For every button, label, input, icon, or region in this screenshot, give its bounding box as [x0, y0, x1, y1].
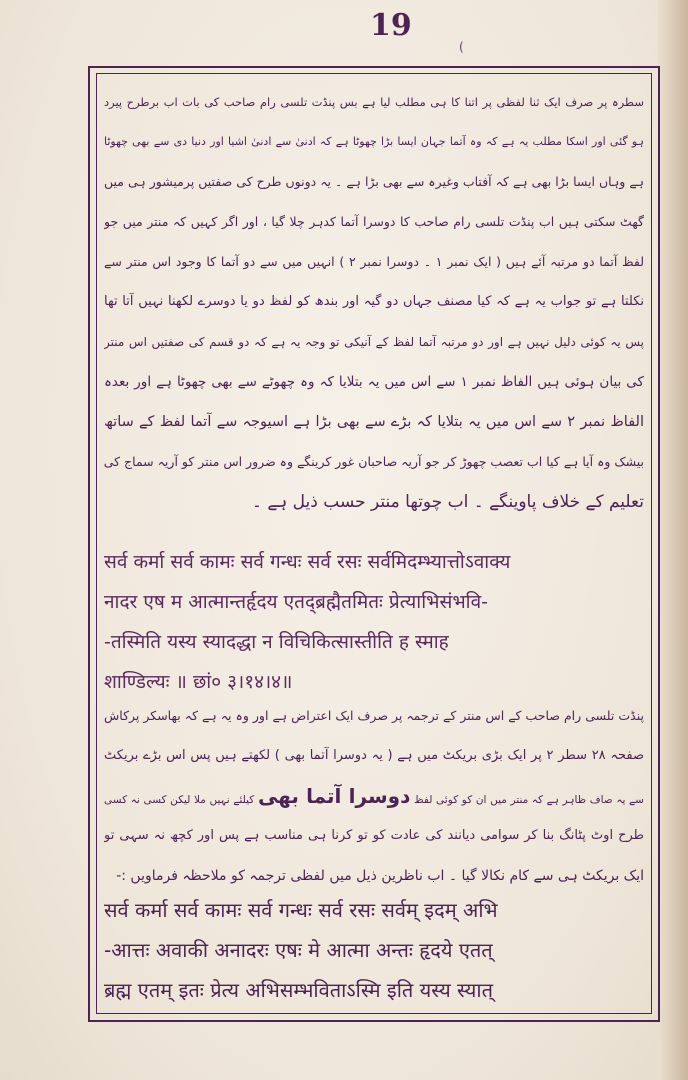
text-line	[104, 776, 644, 816]
sanskrit-mantra-quote	[104, 542, 644, 702]
mantra-line: नादर एष म आत्मान्तर्हृदय एतद्ब्रह्मैतमितः प्रेत्याभिसंभवि-	[104, 591, 489, 613]
text-line: الفاظ نمبر ۲ سے اس میں یہ بتلایا کہ بڑے سے بھی بڑا ہے اسیوجہ سے آتما لفظ کے ساتھ	[104, 414, 644, 430]
text-line: نکلتا ہے تو جواب یہ ہے کہ کیا مصنف جہاں دو گیہ اور بندھ کو لفظ دو یا دوسرے لکھنا نہیں آتا تھا	[104, 294, 644, 309]
mantra-line: -तस्मिति यस्य स्यादद्धा न विचिकित्सास्तीति ह स्माह	[104, 631, 449, 653]
text-line: سطرہ پر صرف ایک ثنا لفظی پر اتنا کا ہی مطلب لیا ہے بس پنڈت تلسی رام صاحب کی بات اب برطرح پیرد	[104, 95, 644, 109]
text-segment: کیلئے نہیں ملا لیکن کسی نہ کسی	[104, 794, 255, 806]
text-line: بیشک وہ آیا ہے کیا اب تعصب چھوڑ کر جو آریہ صاحبان غور کرینگے وہ ضرور اس منتر کو آریہ سماج کی	[104, 454, 644, 469]
text-line: صفحہ ۲۸ سطر ۲ پر ایک بڑی بریکٹ میں ہے ( یہ دوسرا آتما بھی ) لکھتے ہیں پس اس بڑے بریکٹ	[104, 748, 644, 763]
text-line: پنڈت تلسی رام صاحب کے اس منتر کے ترجمہ پر صرف ایک اعتراض ہے اور وہ یہ ہے کہ بھاسکر پرکاش	[104, 708, 644, 723]
emphasized-phrase: دوسرا آتما بھی	[257, 784, 411, 808]
urdu-paragraph-2	[104, 696, 644, 896]
text-line: ہے وہاں ایسا بڑا بھی ہے کہ آفتاب وغیرہ سے بھی بڑا ہے ۔ یہ دونوں طرح کی صفتیں پرمیشور ہی میں	[104, 174, 644, 189]
mantra-line: शाण्डिल्यः ॥ छां० ३।१४।४॥	[104, 671, 293, 693]
text-line: لفظ آتما دو مرتبہ آئے ہیں ( ایک نمبر ۱ ۔ دوسرا نمبر ۲ ) انہیں میں سے دو آتما کا وجود اس منتر سے	[104, 254, 644, 269]
text-segment: سے یہ صاف ظاہر ہے کہ منتر میں ان کو کوئی لفظ	[413, 794, 644, 806]
page-mark: (	[459, 40, 464, 54]
mantra-line: सर्व कर्मा सर्व कामः सर्व गन्धः सर्व रसः सर्वम् इदम् अभि	[104, 898, 498, 922]
mantra-line: सर्व कर्मा सर्व कामः सर्व गन्धः सर्व रसः सर्वमिदम्भ्यात्तोऽवाक्य	[104, 551, 511, 573]
mantra-line: ब्रह्म एतम् इतः प्रेत्य अभिसम्भविताऽस्मि इति यस्य स्यात्	[104, 978, 493, 1002]
mantra-line: -आत्तः अवाकी अनादरः एषः मे आत्मा अन्तः हृदये एतत्	[104, 938, 493, 962]
sanskrit-word-breakdown	[104, 890, 644, 1010]
text-line: گھٹ سکتی ہیں اب پنڈت تلسی رام صاحب کا دوسرا آتما کدہر چلا گیا ، اور اگر کہیں کہ منتر میں جو	[104, 214, 644, 229]
urdu-paragraph-1	[104, 82, 644, 522]
text-line: ہو گئی اور اسکا مطلب یہ ہے کہ وہ آتما جہان ایسا بڑا چھوٹا ہے کہ ادنیٰ سے ادنیٰ اشیا اور دنیا دی سے بھی چھوٹا	[104, 135, 644, 148]
text-line: ایک بریکٹ ہی سے کام نکالا گیا ۔ اب ناظرین ذیل میں لفظی ترجمہ کو ملاحظہ فرماویں :-	[116, 868, 644, 884]
text-line: پس یہ کوئی دلیل نہیں ہے اور دو مرتبہ آتما لفظ کے آنیکی تو وجہ یہ ہے کہ دو قسم کی صفتیں اس منتر	[104, 335, 644, 349]
page-spine-shadow	[658, 0, 688, 1080]
text-line: طرح اوٹ پٹانگ بنا کر سوامی دیانند کی عادت کو تو کرنا ہی مناسب ہے پس اور کچھ نہ سہی تو	[104, 828, 644, 843]
text-line: کی بیان ہوئی ہیں الفاظ نمبر ۱ سے اس میں یہ بتلایا کہ وہ چھوٹے سے بھی چھوٹا ہے اور بعدہ	[104, 374, 644, 390]
page-number: 19	[370, 8, 412, 43]
text-line: تعلیم کے خلاف پاوینگے ۔ اب چوتھا منتر حسب ذیل ہے ۔	[251, 492, 644, 512]
